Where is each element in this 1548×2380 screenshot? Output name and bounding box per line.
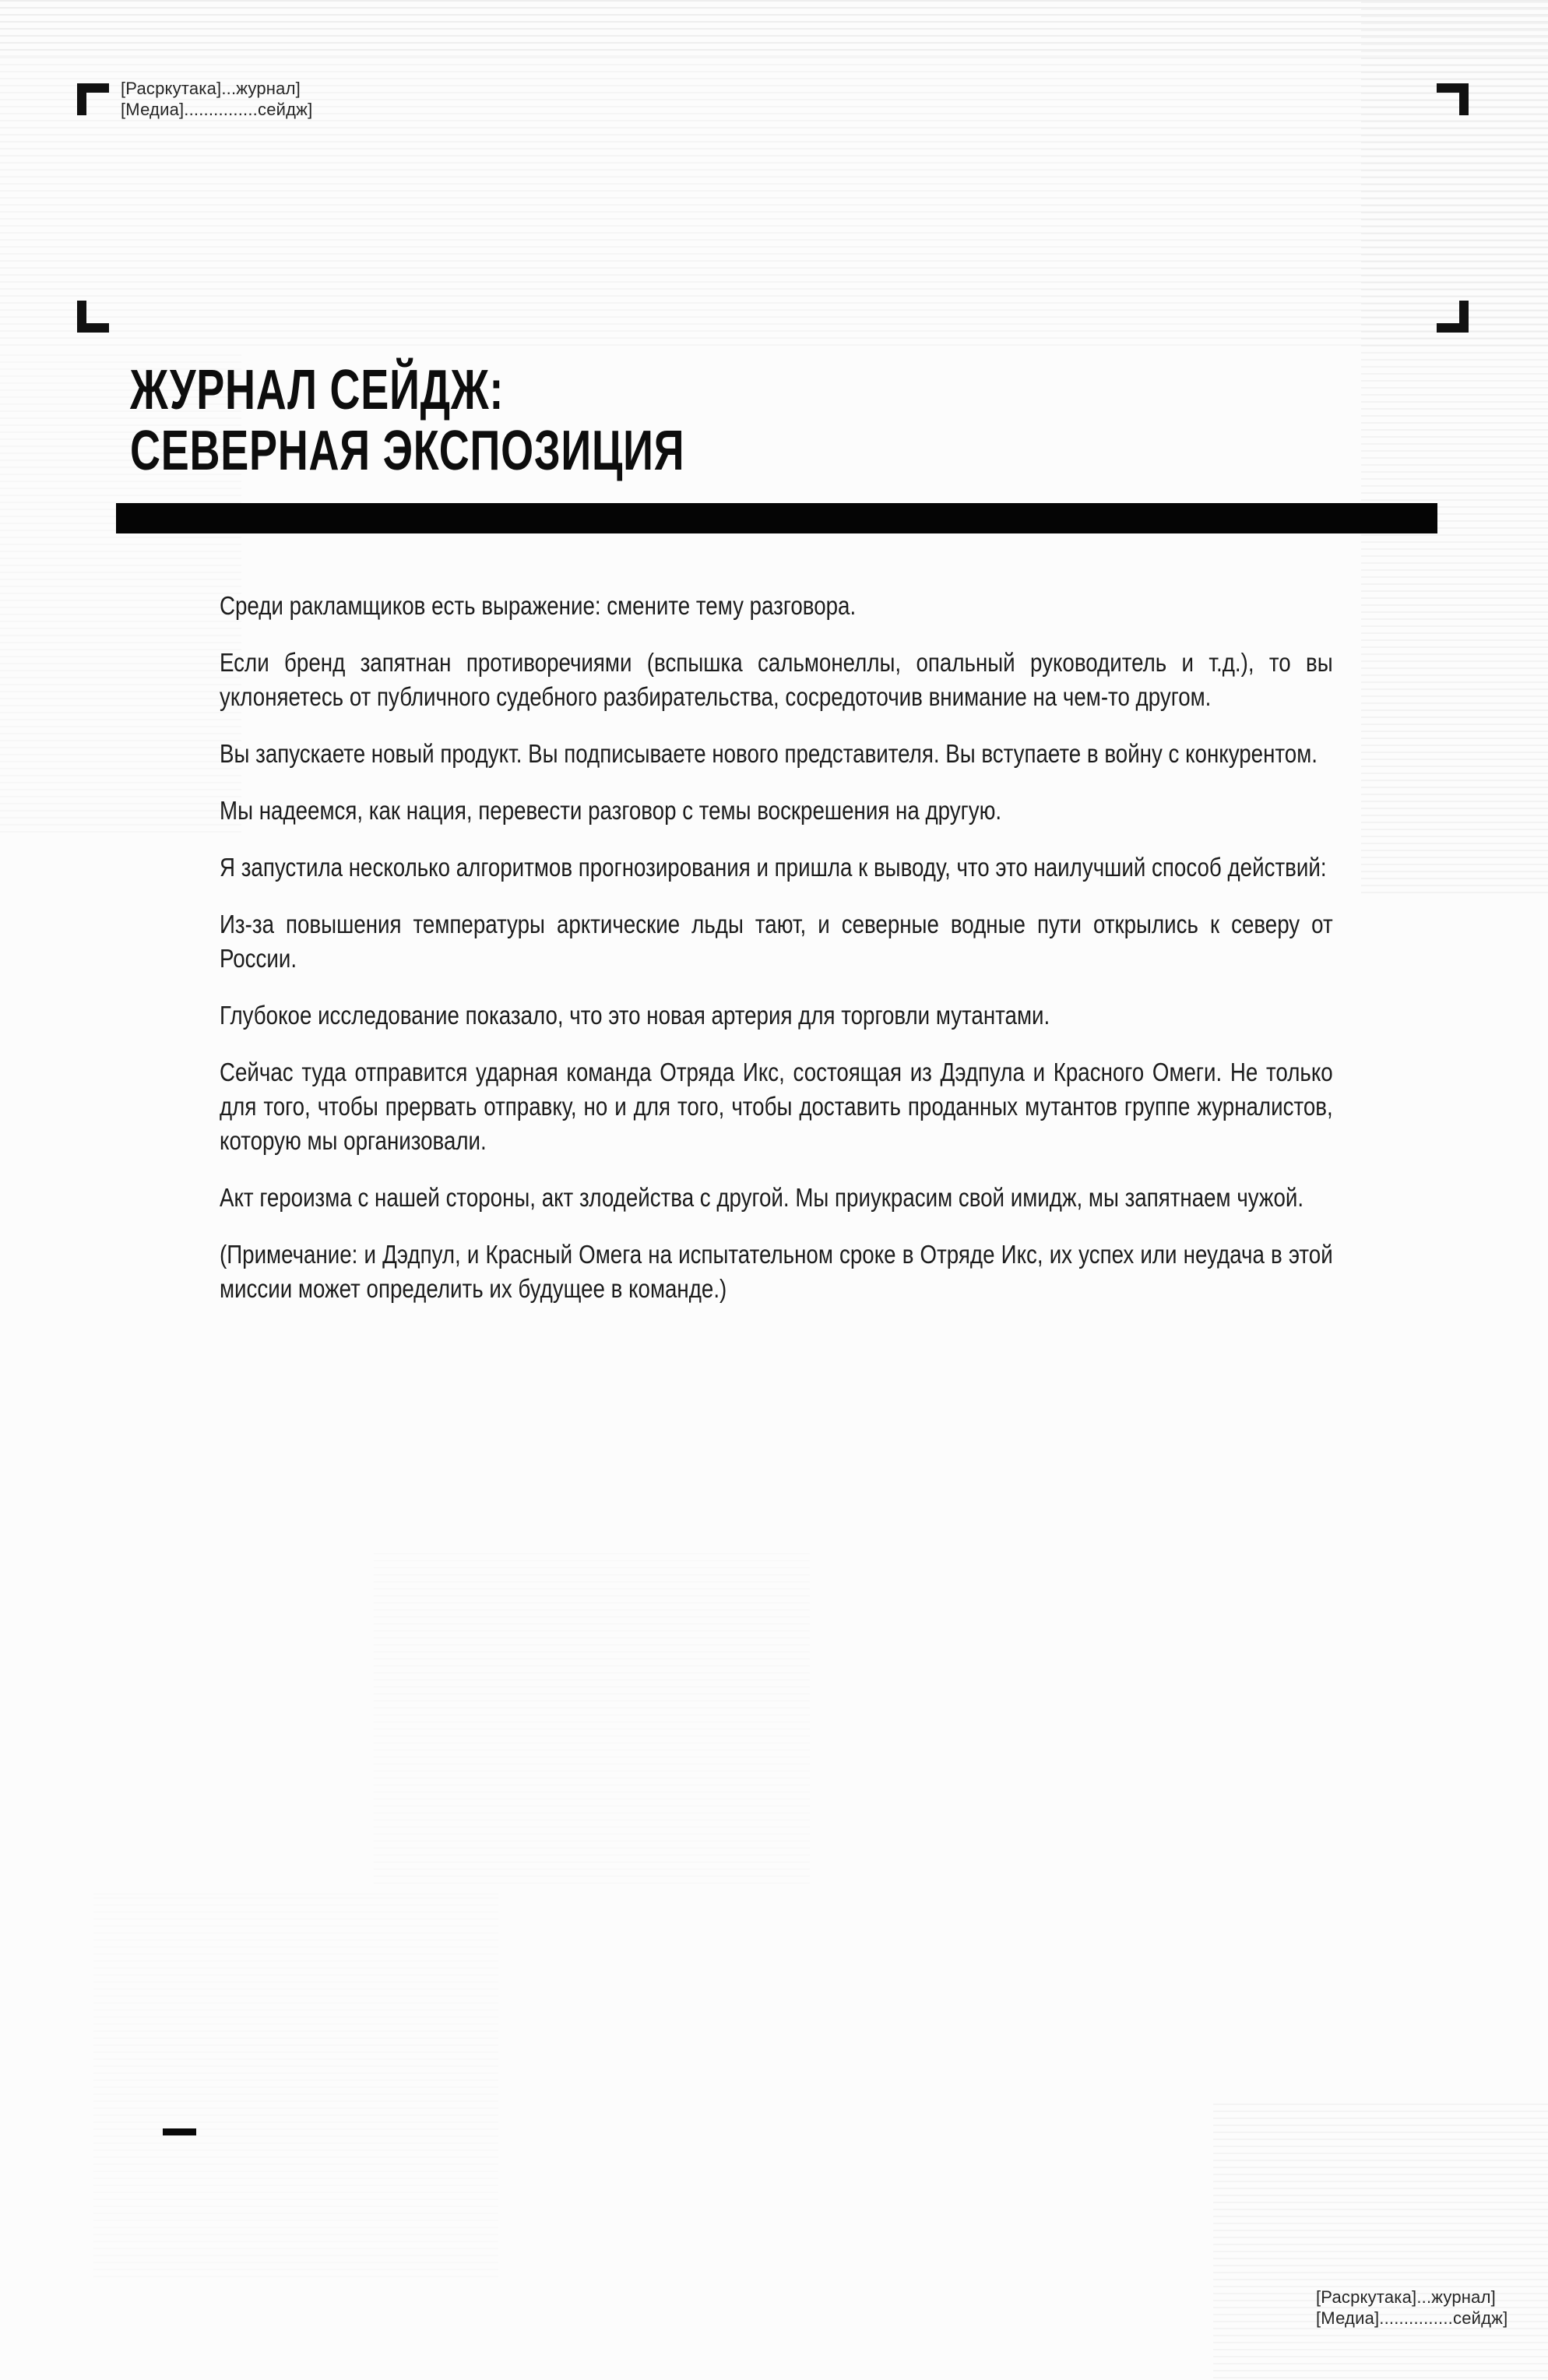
- journal-paragraph: Если бренд запятнан противоречиями (вспышка сальмонеллы, опальный руководитель и т.д.), то вы уклоняетесь от публичного судебного разбирательства, сосредоточив внимание на чем-то другом.: [220, 648, 1333, 711]
- journal-body: [220, 589, 1333, 1329]
- page-marker-dash-icon: [163, 2128, 196, 2135]
- page-title-line2: СЕВЕРНАЯ ЭКСПОЗИЦИЯ: [130, 420, 685, 482]
- page-title: [130, 360, 684, 481]
- crop-mark-left-lower-icon: [77, 301, 109, 333]
- paper-texture: [1361, 0, 1548, 896]
- header-label-line2: [Медиа]...............сейдж]: [121, 100, 313, 119]
- header-label-line1: [Расркутака]...журнал]: [121, 79, 301, 98]
- page-title-line1: ЖУРНАЛ СЕЙДЖ:: [130, 359, 505, 421]
- journal-paragraph: (Примечание: и Дэдпул, и Красный Омега на испытательном сроке в Отряде Икс, их успех или неудача в этой миссии может определить их будущее в команде.): [220, 1240, 1333, 1303]
- journal-paragraph: Вы запускаете новый продукт. Вы подписываете нового представителя. Вы вступаете в войну с конкурентом.: [220, 739, 1318, 768]
- paper-texture: [0, 0, 1548, 55]
- journal-paragraph: Мы надеемся, как нация, перевести разговор с темы воскрешения на другую.: [220, 796, 1002, 825]
- journal-paragraph: Глубокое исследование показало, что это новая артерия для торговли мутантами.: [220, 1001, 1050, 1030]
- paper-texture: [1213, 2103, 1548, 2380]
- crop-mark-top-left-icon: [77, 83, 109, 115]
- crop-mark-top-right-icon: [1437, 83, 1469, 115]
- header-label: [121, 78, 312, 120]
- journal-paragraph: Среди ракламщиков есть выражение: смените тему разговора.: [220, 591, 857, 620]
- crop-mark-right-lower-icon: [1437, 301, 1469, 333]
- footer-label-line1: [Расркутака]...журнал]: [1316, 2287, 1496, 2307]
- journal-paragraph: Из-за повышения температуры арктические льды тают, и северные водные пути открылись к северу от России.: [220, 910, 1333, 973]
- paper-texture: [374, 1550, 810, 1885]
- footer-label-line2: [Медиа]...............сейдж]: [1316, 2308, 1508, 2328]
- journal-paragraph: Акт героизма с нашей стороны, акт злодейства с другой. Мы приукрасим свой имидж, мы запятнаем чужой.: [220, 1183, 1304, 1212]
- journal-paragraph: Сейчас туда отправится ударная команда Отряда Икс, состоящая из Дэдпула и Красного Омеги. Не только для того, чтобы прервать отправку, но и для того, чтобы доставить проданных мутантов группе журналистов, которую мы организовали.: [220, 1058, 1333, 1155]
- footer-label: [1316, 2287, 1508, 2329]
- journal-paragraph: Я запустила несколько алгоритмов прогнозирования и пришла к выводу, что это наилучший способ действий:: [220, 853, 1327, 882]
- paper-texture: [93, 1892, 498, 2282]
- title-divider-bar: [116, 503, 1437, 533]
